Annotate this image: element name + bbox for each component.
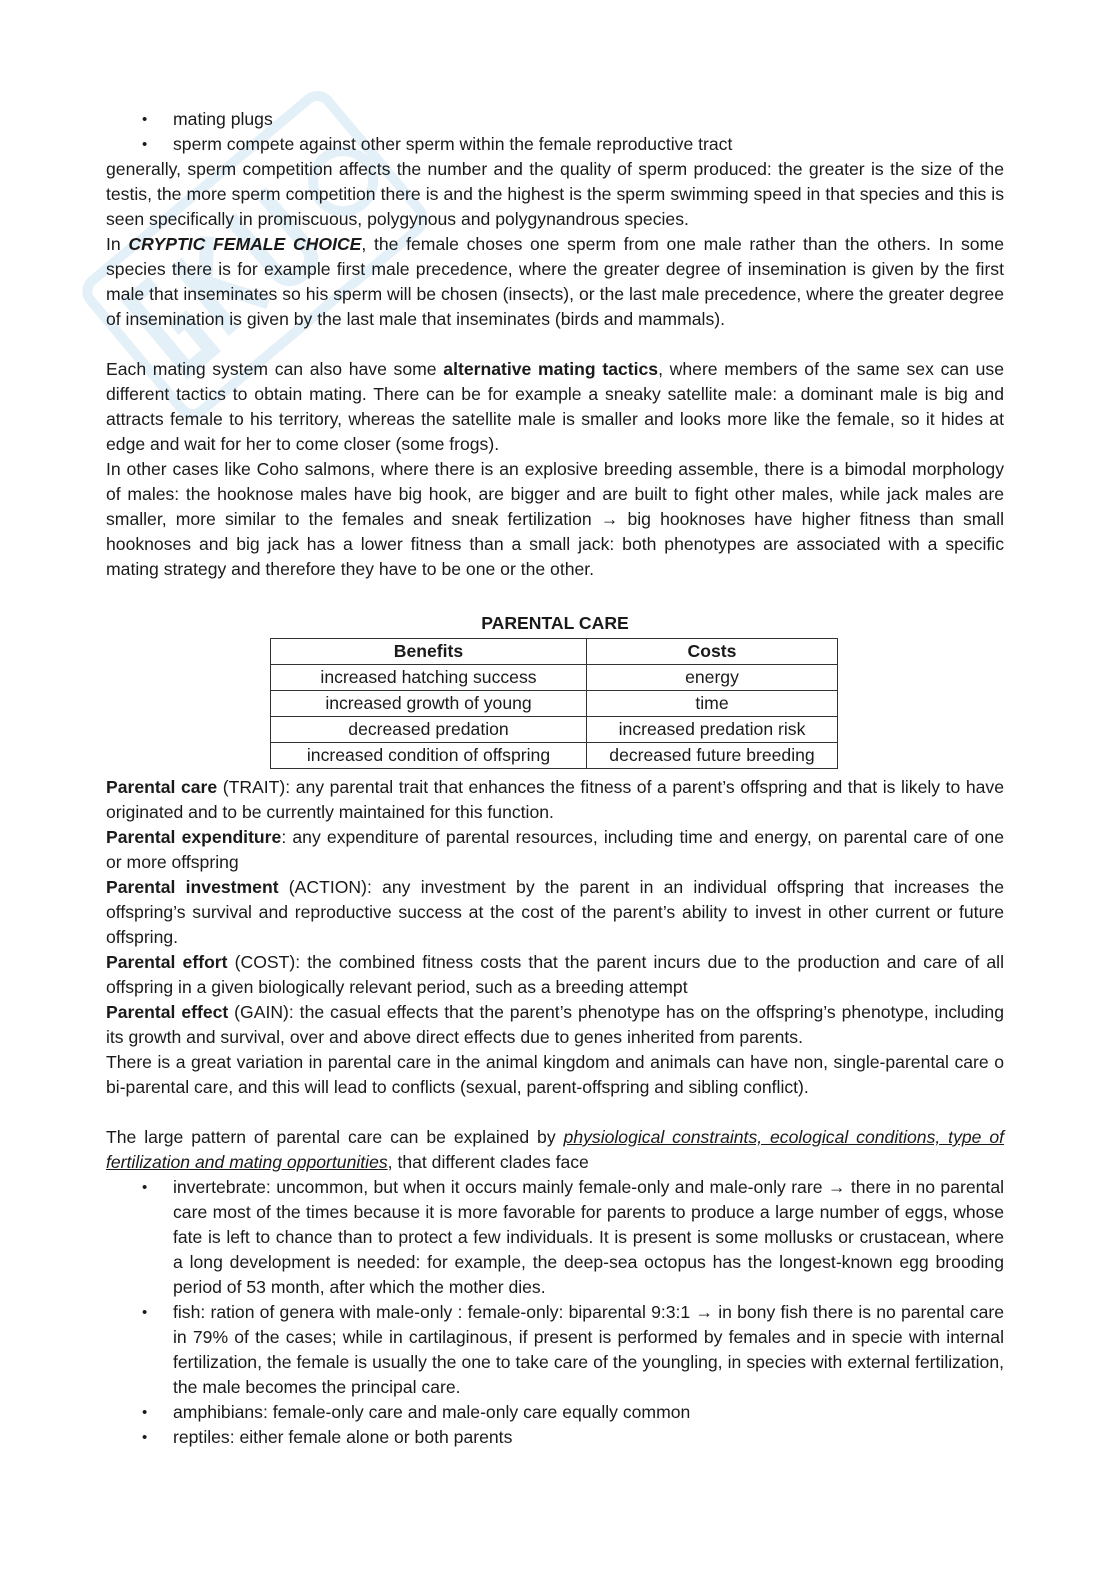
list-item: • mating plugs: [106, 107, 1004, 132]
table-row: increased hatching success energy: [271, 665, 838, 691]
list-item: • invertebrate: uncommon, but when it occurs mainly female-only and male-only rare → there in no parental care most of the times because it is more favorable for parents to produce a large number of eggs, whose fate is left to chance than to protect a few individuals. It is present is some mollusks or crustacean, where a long development is needed: for example, the deep-sea octopus has the longest-known egg brooding period of 53 month, after which the mother dies.: [142, 1177, 1005, 1297]
arrow-right-icon: →: [600, 509, 619, 529]
pattern-paragraph: The large pattern of parental care can be explained by physiological constraints, ecological conditions, type of fertilization and mating opportunities, that different clades face: [106, 1127, 1005, 1172]
definition-parental-expenditure: Parental expenditure: any expenditure of parental resources, including time and energy, on parental care of one or more offspring: [106, 827, 1005, 872]
bullet-icon: •: [142, 1404, 148, 1421]
variation-paragraph: There is a great variation in parental care in the animal kingdom and animals can have non, single-parental care o bi-parental care, and this will lead to conflicts (sexual, parent-offspring and sibling conflict).: [106, 1052, 1004, 1097]
costs-header: Costs: [587, 639, 838, 665]
table-row: decreased predation increased predation risk: [271, 717, 838, 743]
benefits-header: Benefits: [271, 639, 587, 665]
definition-parental-investment: Parental investment (ACTION): any investment by the parent in an individual offspring that increases the offspring’s survival and reproductive success at the cost of the parent’s ability to invest in other current or future offspring.: [106, 877, 1004, 947]
bullet-icon: •: [142, 1179, 148, 1196]
pattern-underlined: physiological constraints, ecological conditions, type of fertilization and mating opportunities: [106, 1127, 1005, 1172]
parental-care-title: PARENTAL CARE: [481, 613, 629, 633]
alternative-tactics-paragraph: Each mating system can also have some alternative mating tactics, where members of the same sex can use different tactics to obtain mating. There can be for example a sneaky satellite male: a dominant male is big and attracts female to his territory, whereas the satellite male is smaller and looks more like the female, so it hides at edge and wait for her to come closer (some frogs).: [106, 359, 1005, 454]
arrow-right-icon: →: [695, 1302, 713, 1322]
cryptic-term: CRYPTIC FEMALE CHOICE: [128, 234, 362, 254]
alternative-tactics-term: alternative mating tactics: [443, 359, 659, 379]
list-item: • amphibians: female-only care and male-only care equally common: [106, 1400, 1004, 1425]
list-item: • reptiles: either female alone or both parents: [106, 1425, 1004, 1450]
table-row: increased growth of young time: [271, 691, 838, 717]
bullet-icon: •: [142, 111, 148, 128]
table-header-row: [271, 639, 838, 665]
intro-bullet-list: [106, 107, 1004, 157]
cryptic-choice-paragraph: In CRYPTIC FEMALE CHOICE, the female choses one sperm from one male rather than the others. In some species there is for example first male precedence, where the greater degree of insemination is given by the first male that inseminates so his sperm will be chosen (insects), or the last male precedence, where the greater degree of insemination is given by the last male that inseminates (birds and mammals).: [106, 234, 1004, 329]
sperm-competition-paragraph: generally, sperm competition affects the number and the quality of sperm produced: the greater is the size of the testis, the more sperm competition there is and the highest is the sperm swimming speed in that species and this is seen specifically in promiscuous, polygynous and polygynandrous species.: [106, 159, 1004, 229]
bullet-icon: •: [142, 136, 148, 153]
parental-care-table: [270, 638, 838, 769]
list-item: • sperm compete against other sperm within the female reproductive tract: [106, 132, 1004, 157]
definition-parental-care: Parental care (TRAIT): any parental trait that enhances the fitness of a parent’s offspring and that is likely to have originated and to be currently maintained for this function.: [106, 777, 1004, 822]
table-row: increased condition of offspring decreased future breeding: [271, 743, 838, 769]
bullet-icon: •: [142, 1304, 148, 1321]
definition-parental-effect: Parental effect (GAIN): the casual effects that the parent’s phenotype has on the offspring’s phenotype, including its growth and survival, over and above direct effects due to genes inherited from parents.: [106, 1002, 1005, 1047]
list-item: • fish: ration of genera with male-only : female-only: biparental 9:3:1 → in bony fish there is no parental care in 79% of the cases; while in cartilaginous, if present is performed by females and in specie with internal fertilization, the female is usually the one to take care of the youngling, in species with external fertilization, the male becomes the principal care.: [142, 1302, 1004, 1397]
coho-paragraph: In other cases like Coho salmons, where there is an explosive breeding assemble, there is a bimodal morphology of males: the hooknose males have big hook, are bigger and are built to fight other males, while jack males are smaller, more similar to the females and sneak fertilization → big hooknoses have higher fitness than small hooknoses and big jack has a lower fitness than a small jack: both phenotypes are associated with a specific mating strategy and therefore they have to be one or the other.: [106, 459, 1004, 579]
bullet-icon: •: [142, 1429, 148, 1446]
document-page: [106, 107, 1004, 1450]
definition-parental-effort: Parental effort (COST): the combined fitness costs that the parent incurs due to the production and care of all offspring in a given biologically relevant period, such as a breeding attempt: [106, 952, 1004, 997]
arrow-right-icon: →: [827, 1177, 846, 1197]
clade-bullet-list: [106, 1175, 1004, 1450]
